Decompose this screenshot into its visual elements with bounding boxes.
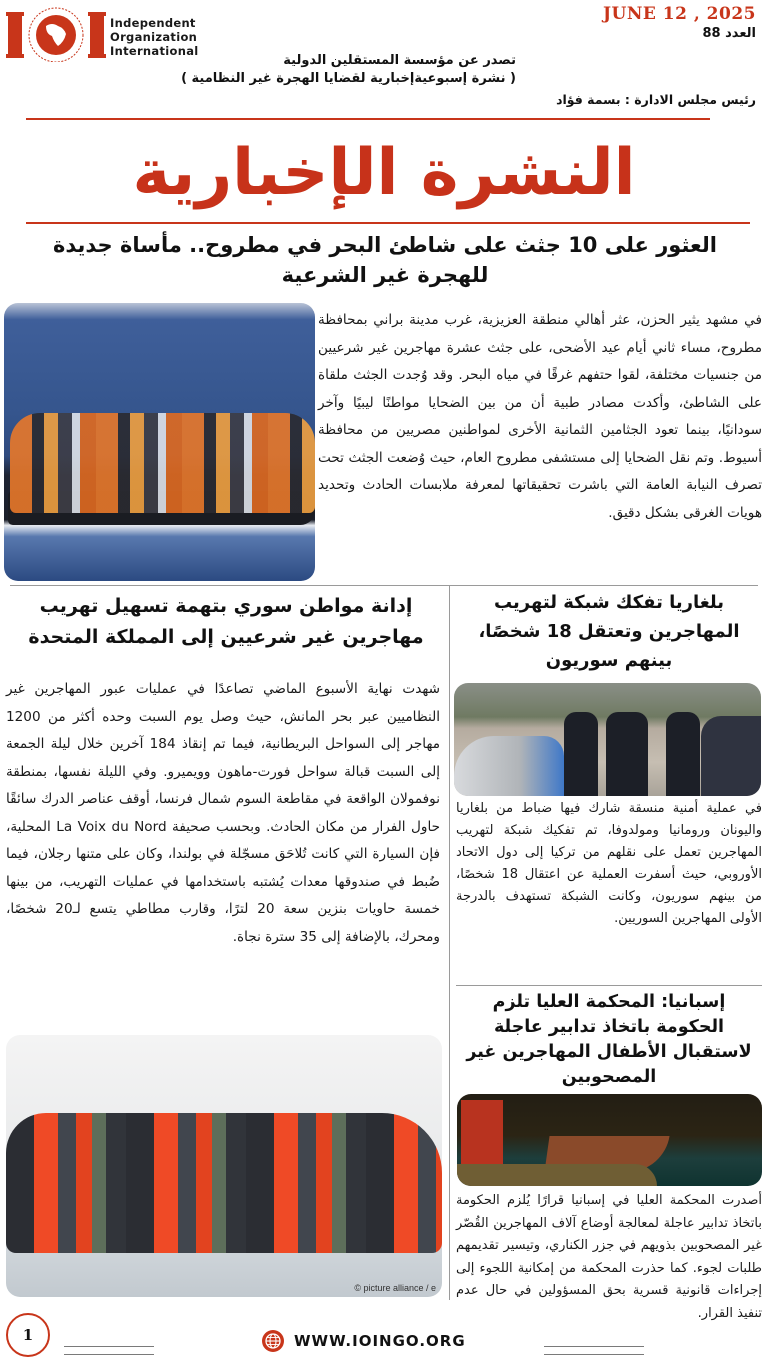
story-divider	[456, 985, 762, 986]
footer-line	[544, 1346, 644, 1347]
issue-number: العدد 88	[702, 26, 756, 41]
chairman-credit: رئيس مجلس الادارة : بسمة فؤاد	[556, 92, 756, 107]
website-link[interactable]	[262, 1330, 466, 1352]
footer-line	[544, 1354, 644, 1355]
masthead-title: النشرة الإخبارية	[132, 136, 636, 210]
publication-type: ( نشرة إسبوعيةإخبارية لقضايا الهجرة غير النظامية )	[181, 71, 516, 86]
lead-story-headline: العثور على 10 جثث على شاطئ البحر في مطروح.. مأساة جديدة للهجرة غير الشرعية	[53, 233, 717, 287]
image-officer-shape	[666, 712, 700, 796]
image-credit: © picture alliance / e	[354, 1283, 436, 1293]
org-name-line-2: Organization	[110, 30, 198, 44]
image-shore-shape	[457, 1164, 657, 1186]
footer-line	[64, 1346, 154, 1347]
uk-story-image	[6, 1035, 442, 1297]
footer-line	[64, 1354, 154, 1355]
image-tugboat-shape	[461, 1100, 503, 1166]
image-officer-shape	[564, 712, 598, 796]
uk-story-body: شهدت نهاية الأسبوع الماضي تصاعدًا في عمليات عبور المهاجرين غير النظاميين عبر بحر المانش، حيث وصل يوم السبت وحده أكثر من 1200 مهاجر إلى السواحل البريطانية، فيما تم إنقاذ 184 آخرين خلال ليلة الجمعة إلى السبت قبالة سواحل فورت-ماهون وويميرو. وفي الليلة نفسها، بمنطقة نوفمولان الواقعة في مقاطعة السوم شمال فرنسا، أوقف عناصر الدرك سائقًا حاول الفرار من مكان الحادث. وبحسب صحيفة La Voix du Nord المحلية، فإن السيارة التي كانت تُلاحَق مسجّلة في بولندا، وكان على متنها رجلان، فيما ضُبط في صندوقها معدات يُشتبه باستخدامها في عمليات التهريب، من بينها خمسة حاويات بنزين سعة 20 لترًا، وقارب مطاطي يتسع لـ20 شخصًا، ومحرك، بالإضافة إلى 35 سترة نجاة.	[6, 681, 441, 945]
header-divider	[26, 118, 710, 120]
uk-story-headline: إدانة مواطن سوري بتهمة تسهيل تهريب مهاجرين غير شرعيين إلى المملكة المتحدة	[28, 595, 424, 648]
section-divider	[10, 585, 758, 586]
issue-date: JUNE 12 , 2025	[602, 4, 756, 24]
bulgaria-story-body: في عملية أمنية منسقة شارك فيها ضباط من بلغاريا واليونان ورومانيا ومولدوفا، تم تفكيك شبكة لتهريب المهاجرين تعمل على نقلهم من تركيا إلى دول الاتحاد الأوروبي، حيث أسفرت العملية عن اعتقال 18 شخصًا، من بينهم سوريون، وكانت الشبكة تستهدف بالدرجة الأولى المهاجرين السوريين.	[456, 801, 762, 926]
lead-story-image	[4, 303, 315, 581]
column-divider	[449, 586, 450, 1300]
organization-logo	[6, 6, 106, 62]
logo-globe-icon	[6, 6, 106, 62]
image-crowd-shape	[6, 1113, 442, 1253]
spain-story-headline: إسبانيا: المحكمة العليا تلزم الحكومة باتخاذ تدابير عاجلة لاستقبال الأطفال المهاجرين غير المصحوبين	[466, 992, 752, 1087]
publisher-info	[181, 52, 516, 88]
image-car-shape	[454, 736, 564, 796]
bulgaria-story-headline: بلغاريا تفكك شبكة لتهريب المهاجرين وتعتقل 18 شخصًا، بينهم سوريون	[478, 592, 740, 671]
org-name-line-1: Independent	[110, 16, 196, 30]
spain-story-body: أصدرت المحكمة العليا في إسبانيا قرارًا يُلزم الحكومة باتخاذ تدابير عاجلة لمعالجة أوضاع آلاف المهاجرين القُصّر غير المصحوبين بذويهم في جزر الكناري، وتيسير تقديمهم طلبات لجوء. كما حذرت المحكمة من إمكانية اللجوء إلى إجراءات قانونية قسرية بحق المسؤولين في حال عدم تنفيذ القرار.	[456, 1193, 762, 1321]
bulgaria-story-image	[454, 683, 761, 796]
website-url[interactable]: WWW.IOINGO.ORG	[294, 1332, 466, 1350]
image-people-shape	[10, 413, 315, 513]
masthead-divider	[26, 222, 750, 224]
image-car-shape	[701, 716, 761, 796]
image-officer-shape	[606, 712, 648, 796]
publisher-line: تصدر عن مؤسسة المستقلين الدولية	[283, 53, 516, 68]
globe-icon	[262, 1330, 284, 1352]
org-name-line-3: International	[110, 44, 199, 58]
spain-story-image	[457, 1094, 762, 1186]
page-number: 1	[6, 1313, 50, 1357]
lead-story-body: في مشهد يثير الحزن، عثر أهالي منطقة العزيزية، غرب مدينة براني بمحافظة مطروح، مساء ثاني أيام عيد الأضحى، على جثث عشرة مهاجرين غير شرعيين من جنسيات مختلفة، لقوا حتفهم غرقًا في مياه البحر. وقد وُجدت الجثث ملقاة على الشاطئ، وأكدت مصادر طبية أن من بين الضحايا مواطنًا ليبيًا وآخر سودانيًا، بينما تعود الجثامين الثمانية الأخرى لمواطنين مصريين من محافظة أسيوط. وتم نقل الضحايا إلى مستشفى مطروح العام، حيث وُضعت الجثث تحت تصرف النيابة العامة التي باشرت تحقيقاتها لمعرفة ملابسات الحادث وتحديد هويات الغرقى بشكل دقيق.	[318, 312, 762, 521]
